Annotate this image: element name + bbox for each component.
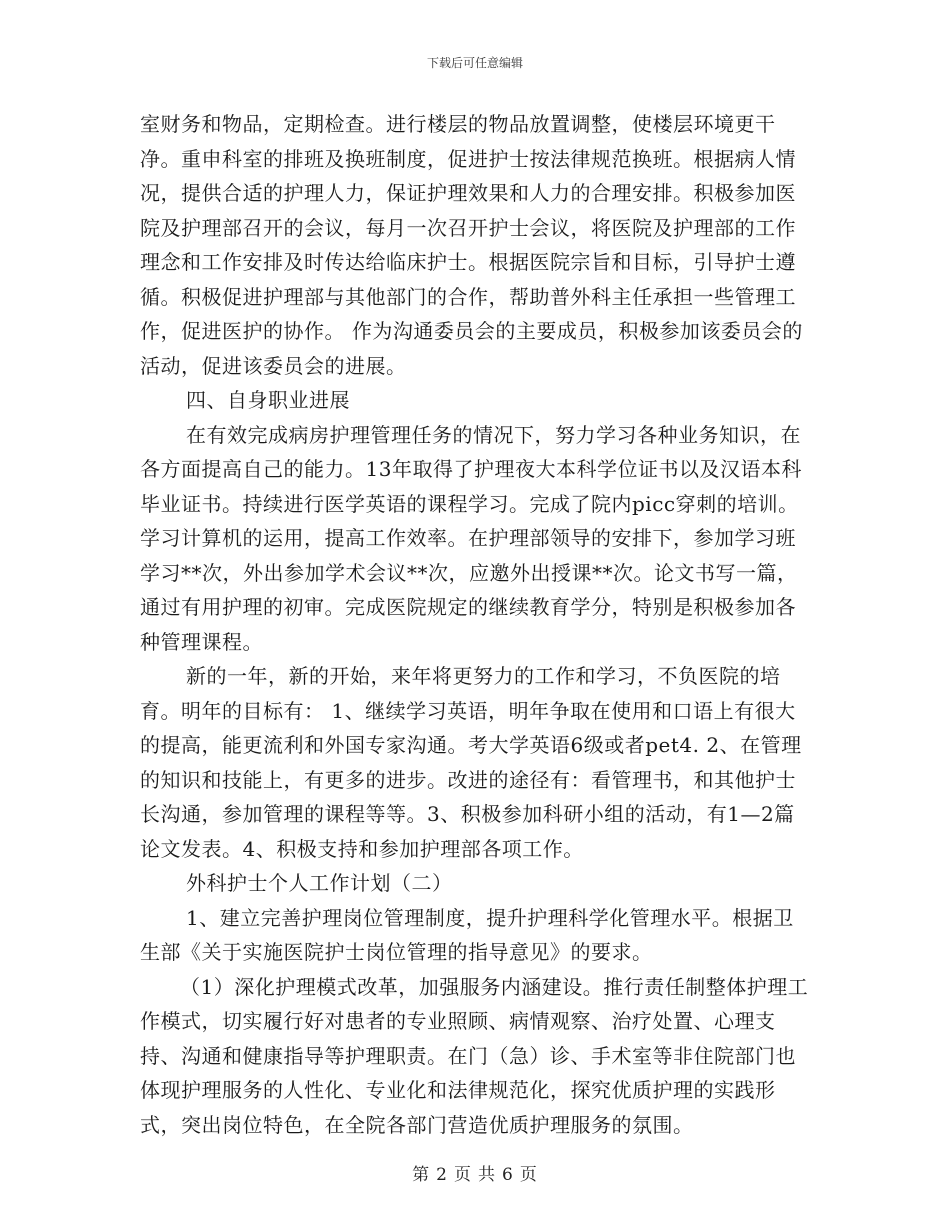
page-label-prefix: 第 xyxy=(412,1165,431,1185)
page-footer xyxy=(0,1160,950,1185)
paragraph-new-year-goals: 新的一年，新的开始，来年将更努力的工作和学习，不负医院的培育。明年的目标有： 1、继续学习英语，明年争取在使用和口语上有很大的提高，能更流利和外国专家沟通。考大学英语6级或者pet4. 2、在管理的知识和技能上，有更多的进步。改进的途径有：看管理书，和其他护士长沟通，参加管理的课程等等。3、积极参加科研小组的活动，有1—2篇论文发表。4、积极支持和参加护理部各项工作。 xyxy=(140,664,802,861)
paragraph-item-1-1: （1）深化护理模式改革，加强服务内涵建设。推行责任制整体护理工作模式，切实履行好对患者的专业照顾、病情观察、治疗处置、心理支持、沟通和健康指导等护理职责。在门（急）诊、手术室等非住院部门也体现护理服务的人性化、专业化和法律规范化，探究优质护理的实践形式，突出岗位特色，在全院各部门营造优质护理服务的氛围。 xyxy=(140,974,809,1137)
page-label-total-prefix: 共 xyxy=(478,1165,496,1185)
page-label-suffix: 页 xyxy=(519,1165,538,1185)
paragraph-item-1: 1、建立完善护理岗位管理制度，提升护理科学化管理水平。根据卫生部《关于实施医院护士岗位管理的指导意见》的要求。 xyxy=(140,905,794,964)
page-total: 6 xyxy=(502,1165,514,1185)
page-label-mid: 页 xyxy=(454,1165,472,1185)
paragraph-career-development: 在有效完成病房护理管理任务的情况下，努力学习各种业务知识，在各方面提高自己的能力。13年取得了护理夜大本科学位证书以及汉语本科毕业证书。持续进行医学英语的课程学习。完成了院内picc穿刺的培训。学习计算机的运用，提高工作效率。在护理部领导的安排下，参加学习班学习**次，外出参加学术会议**次，应邀外出授课**次。论文书写一篇，通过有用护理的初审。完成医院规定的继续教育学分，特别是积极参加各种管理课程。 xyxy=(140,422,802,654)
section-heading: 四、自身职业进展 xyxy=(186,388,350,412)
document-subtitle: 外科护士个人工作计划（二） xyxy=(186,871,453,895)
document-body xyxy=(140,107,812,1142)
page-current: 2 xyxy=(436,1165,448,1185)
paragraph-continuation: 室财务和物品，定期检查。进行楼层的物品放置调整，使楼层环境更干净。重申科室的排班及换班制度，促进护士按法律规范换班。根据病人情况，提供合适的护理人力，保证护理效果和人力的合理安排。积极参加医院及护理部召开的会议，每月一次召开护士会议，将医院及护理部的工作理念和工作安排及时传达给临床护士。根据医院宗旨和目标，引导护士遵循。积极促进护理部与其他部门的合作，帮助普外科主任承担一些管理工作，促进医护的协作。 作为沟通委员会的主要成员，积极参加该委员会的活动，促进该委员会的进展。 xyxy=(140,112,803,378)
header-note: 下载后可任意编辑 xyxy=(426,56,523,70)
